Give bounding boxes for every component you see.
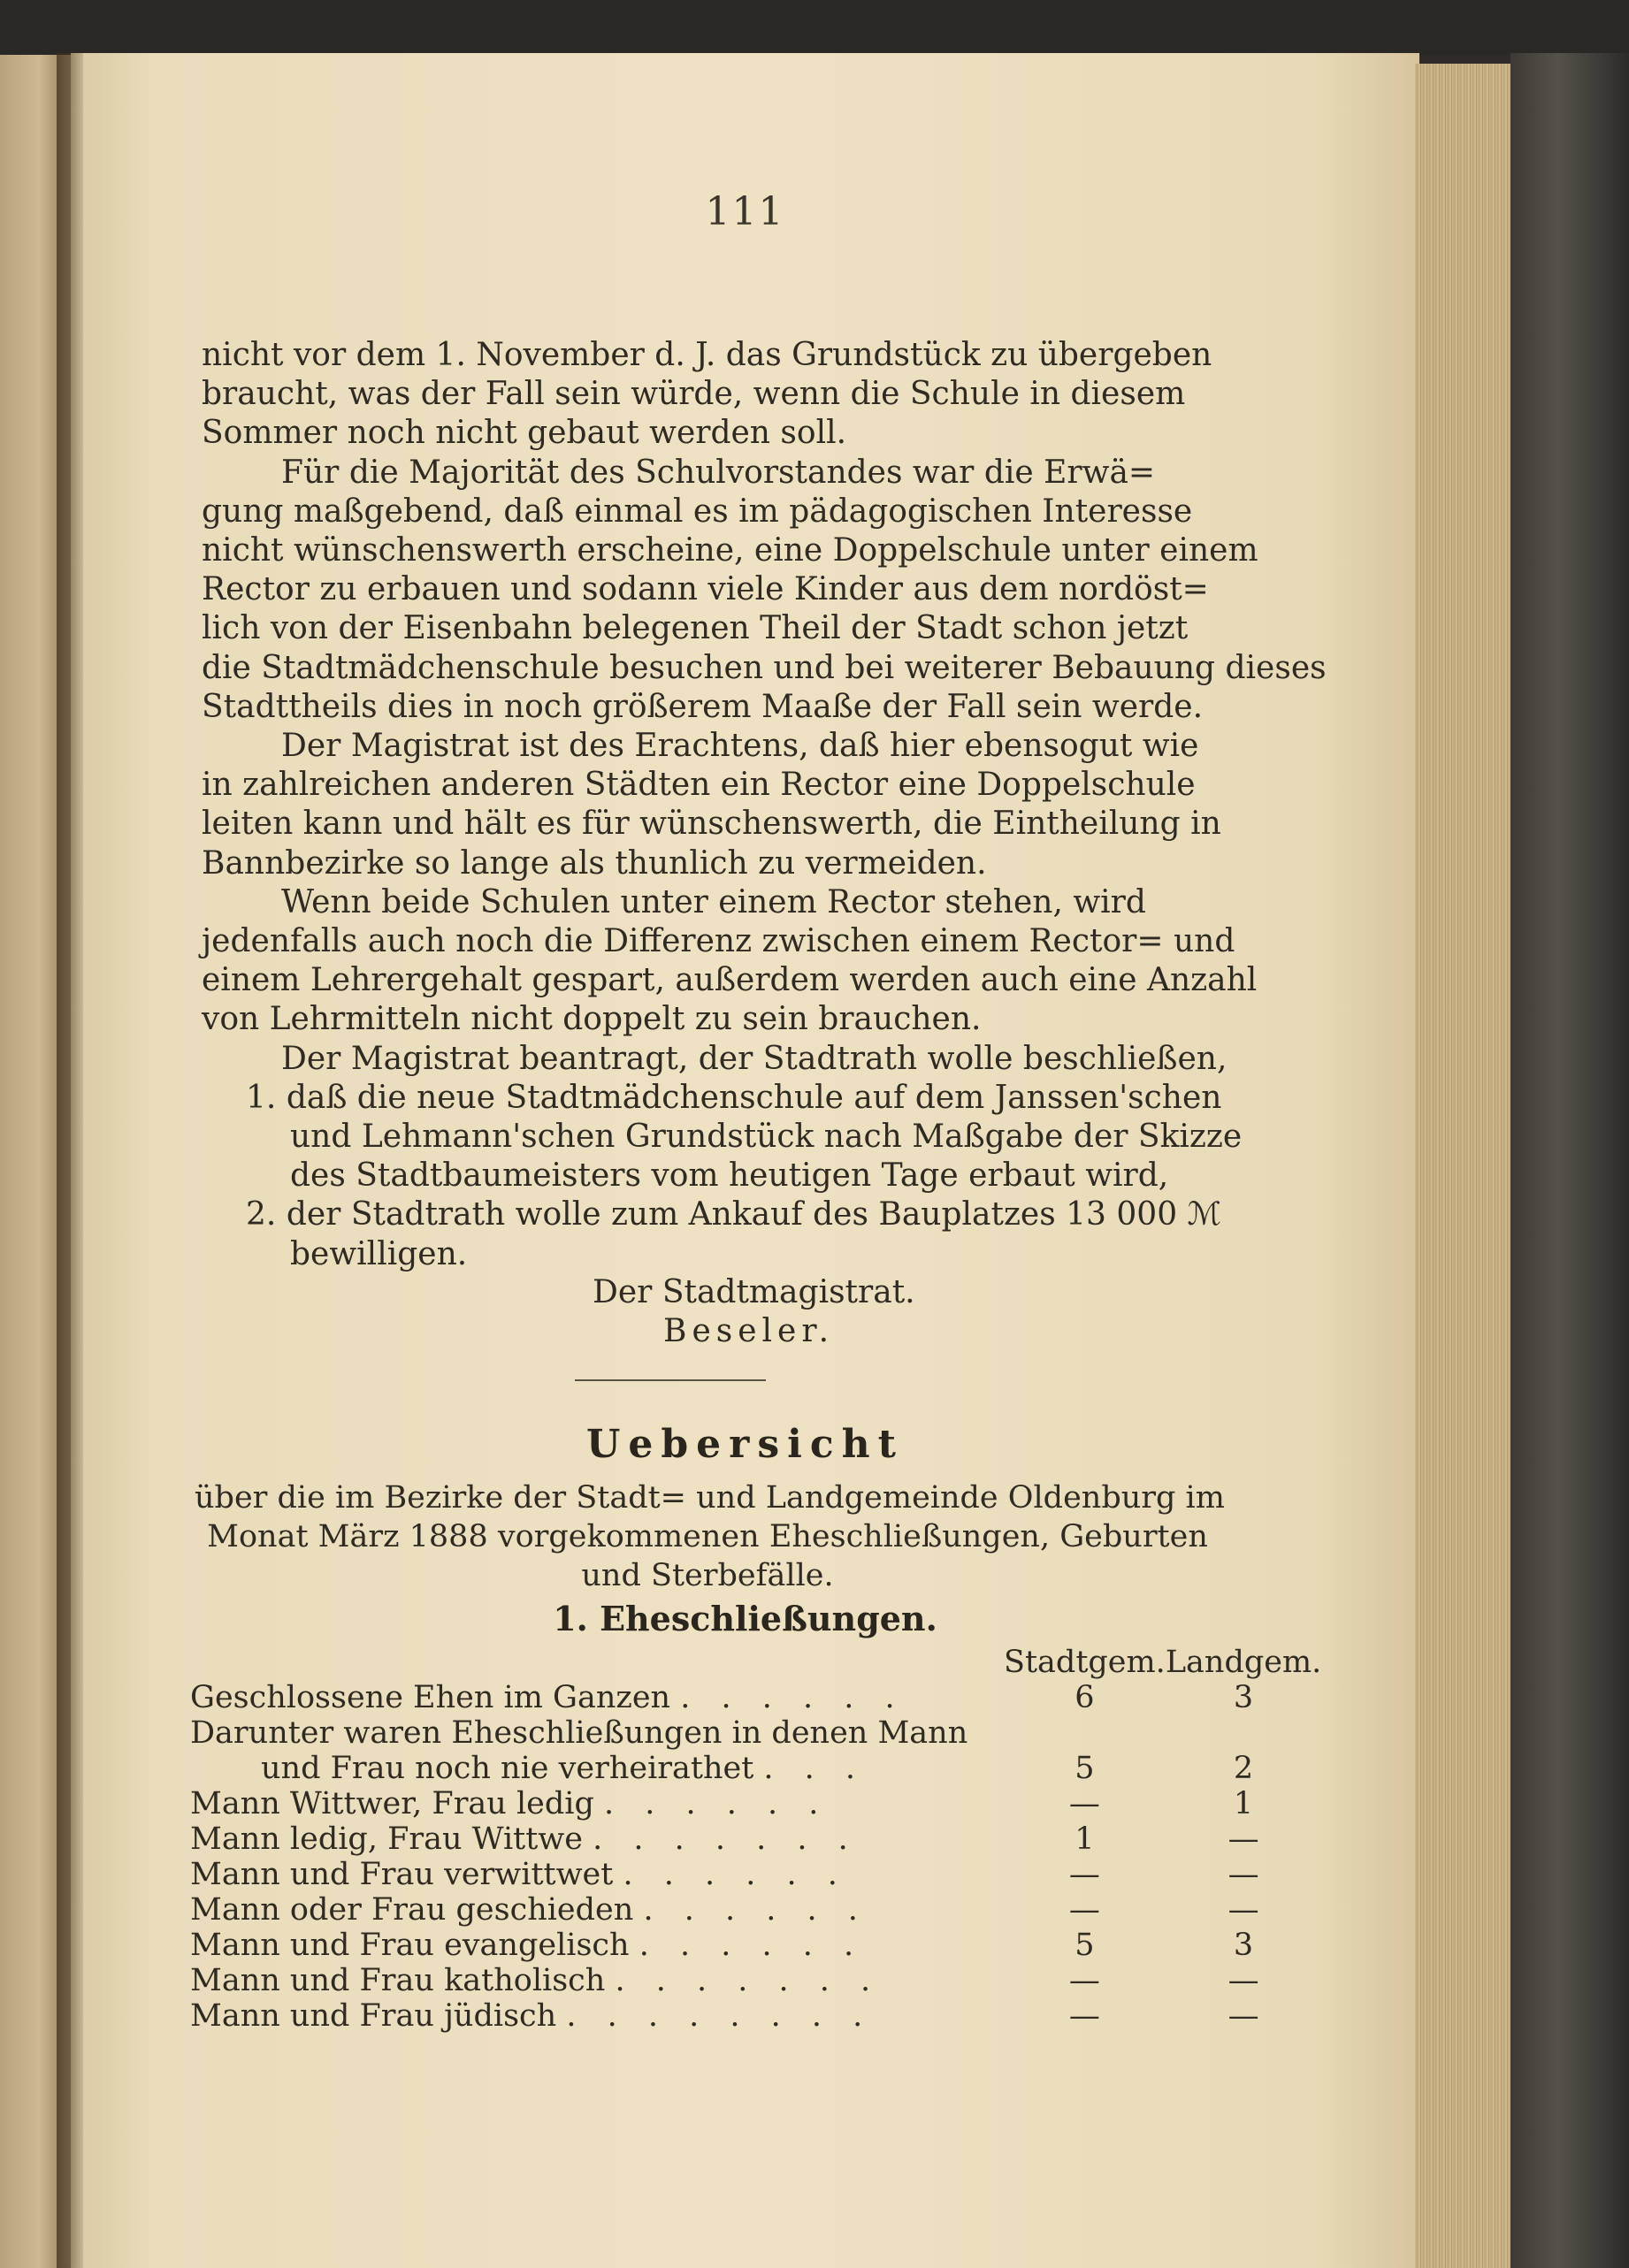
list-continuation: und Lehmann'schen Grundstück nach Maßgabe der Skizze: [290, 1119, 1243, 1156]
table-section-title: 1. Eheschließungen.: [553, 1599, 937, 1638]
subtitle-line: und Sterbefälle.: [581, 1558, 834, 1593]
list-item: [202, 1079, 1222, 1118]
signature-authority: Der Stadtmagistrat.: [593, 1274, 915, 1310]
top-binding-band: [0, 0, 1629, 55]
row-label: Mann und Frau evangelisch: [190, 1928, 630, 1963]
cell-land: —: [1227, 1998, 1259, 2034]
body-line: gung maßgebend, daß einmal es im pädagogischen Interesse: [202, 493, 1193, 530]
leader-dots: . . . . . .: [623, 1857, 848, 1892]
signature-name: Beseler.: [663, 1313, 835, 1349]
body-line: nicht wünschenswerth erscheine, eine Doppelschule unter einem: [202, 532, 1258, 569]
book-cover-edge: [1510, 53, 1629, 2268]
list-number: 1.: [246, 1079, 277, 1116]
list-number: 2.: [246, 1196, 277, 1233]
list-text: der Stadtrath wolle zum Ankauf des Bauplatzes 13 000 ℳ: [286, 1196, 1222, 1233]
table-row: [190, 1680, 1321, 1715]
body-text: [202, 336, 1327, 1274]
body-line: von Lehrmitteln nicht doppelt zu sein brauchen.: [202, 1001, 982, 1038]
body-line: nicht vor dem 1. November d. J. das Grundstück zu übergeben: [202, 337, 1212, 373]
body-line: Der Magistrat ist des Erachtens, daß hier ebensogut wie: [281, 728, 1199, 765]
cell-land: 3: [1233, 1680, 1254, 1715]
table-row: [190, 1998, 1321, 2034]
leader-dots: . . . . . . .: [593, 1821, 859, 1857]
row-label: Mann und Frau jüdisch: [190, 1998, 557, 2034]
leader-dots: . . . . . .: [680, 1680, 906, 1715]
body-line: Der Magistrat beantragt, der Stadtrath wolle beschließen,: [281, 1040, 1227, 1077]
table-row: [190, 1963, 1321, 1998]
body-line: in zahlreichen anderen Städten ein Rector eine Doppelschule: [202, 767, 1196, 804]
row-label: Mann oder Frau geschieden: [190, 1892, 634, 1928]
table-row: [190, 1928, 1321, 1963]
page-number: 111: [705, 189, 785, 234]
cell-stadt: —: [1068, 1857, 1100, 1892]
marriages-table: [190, 1645, 1321, 2034]
cell-stadt: —: [1068, 1892, 1100, 1928]
body-line: jedenfalls auch noch die Differenz zwischen einem Rector= und: [202, 923, 1235, 960]
body-line: leiten kann und hält es für wünschenswerth, die Eintheilung in: [202, 806, 1221, 843]
overview-subtitle: [195, 1478, 1225, 1595]
cell-stadt: —: [1068, 1963, 1100, 1998]
cell-stadt: —: [1068, 1786, 1100, 1821]
row-label: Mann ledig, Frau Wittwe: [190, 1821, 583, 1857]
table-row: [190, 1715, 1321, 1751]
leader-dots: . . . . . .: [604, 1786, 830, 1821]
body-line: Bannbezirke so lange als thunlich zu vermeiden.: [202, 844, 987, 882]
cell-land: —: [1227, 1821, 1259, 1857]
cell-land: 3: [1233, 1928, 1254, 1963]
row-label: Mann und Frau katholisch: [190, 1963, 606, 1998]
body-line: Für die Majorität des Schulvorstandes war die Erwä=: [281, 454, 1156, 491]
body-line: Stadttheils dies in noch größerem Maaße der Fall sein werde.: [202, 688, 1204, 725]
cell-land: —: [1227, 1857, 1259, 1892]
row-label: Geschlossene Ehen im Ganzen: [190, 1680, 671, 1715]
list-continuation: bewilligen.: [290, 1235, 468, 1272]
cell-land: —: [1227, 1892, 1259, 1928]
body-line: Rector zu erbauen und sodann viele Kinder aus dem nordöst=: [202, 571, 1209, 608]
cell-stadt: 5: [1075, 1751, 1095, 1786]
row-label: Mann und Frau verwittwet: [190, 1857, 614, 1892]
cell-land: [1166, 1715, 1322, 1751]
table-row: [190, 1821, 1321, 1857]
body-line: die Stadtmädchenschule besuchen und bei weiterer Bebauung dieses: [202, 649, 1327, 686]
table-row: [190, 1786, 1321, 1821]
list-text: daß die neue Stadtmädchenschule auf dem Janssen'schen: [286, 1079, 1222, 1116]
cell-stadt: —: [1068, 1998, 1100, 2034]
body-line: einem Lehrergehalt gespart, außerdem werden auch eine Anzahl: [202, 962, 1258, 999]
subtitle-line: Monat März 1888 vorgekommenen Eheschließungen, Geburten: [207, 1519, 1208, 1554]
signature-block: [593, 1273, 915, 1351]
leader-dots: . . .: [763, 1751, 867, 1786]
cell-stadt: 1: [1075, 1821, 1095, 1857]
cell-land: —: [1227, 1963, 1259, 1998]
book-page: [71, 53, 1419, 2268]
table-row: [190, 1892, 1321, 1928]
leader-dots: . . . . . . .: [615, 1963, 882, 1998]
table-row: [190, 1751, 1321, 1786]
subtitle-line: über die im Bezirke der Stadt= und Landgemeinde Oldenburg im: [195, 1480, 1225, 1516]
body-line: braucht, was der Fall sein würde, wenn die Schule in diesem: [202, 376, 1186, 413]
row-label: und Frau noch nie verheirathet: [261, 1751, 754, 1786]
page-block-edges: [1415, 64, 1512, 2268]
leader-dots: . . . . . . . .: [566, 1998, 874, 2034]
row-label: Mann Wittwer, Frau ledig: [190, 1786, 594, 1821]
cell-land: 1: [1233, 1786, 1254, 1821]
leader-dots: . . . . . .: [643, 1892, 868, 1928]
list-continuation: des Stadtbaumeisters vom heutigen Tage erbaut wird,: [290, 1157, 1169, 1195]
leader-dots: . . . . . .: [639, 1928, 865, 1963]
spine-shadow: [57, 53, 83, 2268]
cell-land: 2: [1233, 1751, 1254, 1786]
row-label: Darunter waren Eheschließungen in denen Mann: [190, 1715, 968, 1751]
column-header-stadt: Stadtgem.: [1004, 1645, 1166, 1680]
body-line: Wenn beide Schulen unter einem Rector stehen, wird: [281, 883, 1146, 920]
cell-stadt: [1004, 1715, 1166, 1751]
overview-title: Uebersicht: [586, 1422, 904, 1467]
column-header-land: Landgem.: [1165, 1645, 1322, 1680]
section-divider: [575, 1379, 766, 1381]
cell-stadt: 6: [1075, 1680, 1095, 1715]
list-item: [202, 1195, 1222, 1234]
body-line: Sommer noch nicht gebaut werden soll.: [202, 415, 847, 452]
cell-stadt: 5: [1075, 1928, 1095, 1963]
table-row: [190, 1857, 1321, 1892]
body-line: lich von der Eisenbahn belegenen Theil der Stadt schon jetzt: [202, 610, 1189, 647]
table-header-row: [190, 1645, 1321, 1680]
